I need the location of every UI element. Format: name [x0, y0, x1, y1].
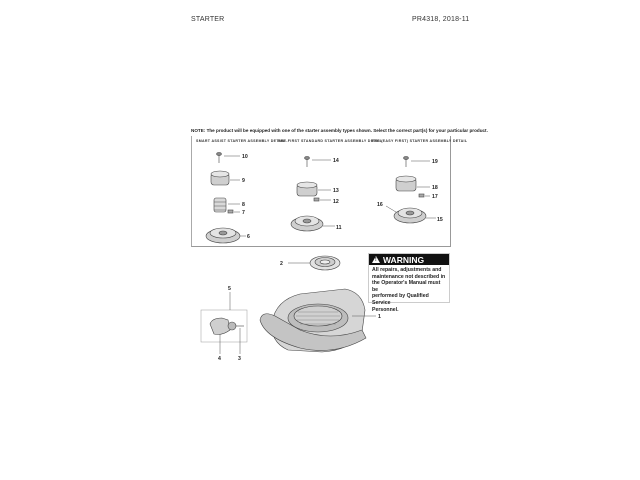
- callout-1: 1: [378, 314, 381, 320]
- assembly-note: NOTE: The product will be equipped with one of the starter assembly types shown. Select the correct part(s) for your particular product.: [191, 128, 488, 133]
- warning-line: Personnel.: [372, 306, 399, 313]
- callout-7: 7: [242, 210, 245, 216]
- part-base-15: [394, 208, 426, 223]
- assembly-title-smart-assist: SMART ASSIST STARTER ASSEMBLY DETAIL: [196, 139, 286, 143]
- callout-8: 8: [242, 202, 245, 208]
- callout-17: 17: [432, 194, 438, 200]
- warning-title: WARNING: [383, 254, 425, 265]
- part-pulley-13: [297, 182, 317, 196]
- part-pulley-9: [211, 171, 229, 185]
- assembly-title-efs: EFS (EASY FIRST) STARTER ASSEMBLY DETAIL: [372, 139, 468, 143]
- section-title: STARTER: [191, 16, 225, 23]
- part-base-6: [206, 228, 240, 243]
- callout-12: 12: [333, 199, 339, 205]
- callout-16: 16: [377, 202, 383, 208]
- callout-11: 11: [336, 225, 342, 231]
- callout-18: 18: [432, 185, 438, 191]
- callout-14: 14: [333, 158, 339, 164]
- warning-triangle-icon: [372, 256, 380, 263]
- warning-line: performed by Qualified Service: [372, 293, 429, 306]
- warning-line: All repairs, adjustments and: [372, 267, 442, 273]
- part-screw-14: [305, 157, 310, 167]
- part-pawl-12: [314, 198, 319, 201]
- part-screw-10: [217, 153, 222, 163]
- callout-9: 9: [242, 178, 245, 184]
- part-starter-housing-1: [260, 289, 366, 352]
- part-spring-8: [214, 198, 226, 212]
- warning-line: maintenance not described in: [372, 273, 446, 280]
- callout-4: 4: [218, 356, 221, 362]
- warning-header: [369, 254, 449, 265]
- callout-19: 19: [432, 159, 438, 165]
- callout-3: 3: [238, 356, 241, 362]
- callout-13: 13: [333, 188, 339, 194]
- warning-message: [369, 265, 449, 315]
- document-reference: PR4318, 2018-11: [412, 16, 470, 23]
- part-pulley-18: [396, 176, 416, 191]
- callout-10: 10: [242, 154, 248, 160]
- callout-15: 15: [437, 217, 443, 223]
- part-screw-19: [404, 157, 409, 167]
- callout-6: 6: [247, 234, 250, 240]
- part-pawl-7: [228, 210, 233, 213]
- part-base-11: [291, 216, 323, 231]
- warning-label: [368, 253, 450, 313]
- part-recoil-spring-2: [310, 256, 340, 270]
- assembly-title-pre-first: PRE-FIRST STANDARD STARTER ASSEMBLY DETAIL: [278, 139, 383, 143]
- warning-line: the Operator's Manual must be: [372, 280, 441, 293]
- callout-5: 5: [228, 286, 231, 292]
- part-pawl-17: [419, 194, 424, 197]
- callout-2: 2: [280, 261, 283, 267]
